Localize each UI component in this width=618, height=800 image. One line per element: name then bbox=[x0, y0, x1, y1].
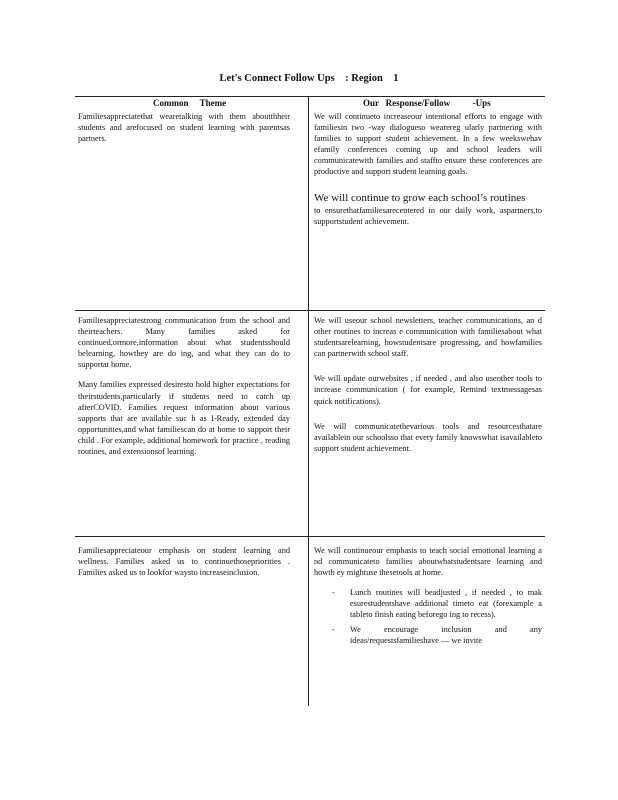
bullet-text: Lunch routines will beadjusted , if needed , to mak esurestudentshave additional timeto eat (forexample a tableto finish eating beforego ing to recess). bbox=[350, 588, 542, 620]
row-2-response-text-3: We will communicatethevarious tools and resourcesthatare availablein our schoolsso that every family knowswhat isavailableto support student achievement. bbox=[314, 421, 542, 453]
row-2-theme-text-2: Many families expressed desiresto hold higher expectations for theirstudents,particularly if students need to catch up afterCOVID. Families request information about various supports that are available suc h as I-Ready, extended day opportunities,and what familiescan do at home to support their child . For example, additional homework for practice , reading routines, and extensionsof learning. bbox=[78, 380, 290, 457]
row-2-theme bbox=[78, 315, 290, 466]
bullet-text: We encourage inclusion and any ideas/requestsfamilieshave — we invite bbox=[350, 624, 542, 645]
row-1-theme bbox=[78, 111, 290, 153]
row-3-response bbox=[314, 545, 542, 649]
row-2-response-text-2: We will update ourwebsites , if needed , and also useother tools to increase communication ( for example, Remind textmessagesas quick notifications). bbox=[314, 374, 542, 406]
header-common-theme: Common Theme bbox=[153, 98, 227, 108]
list-item bbox=[332, 587, 542, 620]
row-2-response bbox=[314, 315, 542, 463]
row-1-response-tail: to ensurethatfamiliesarecentered in our daily work, aspartners,to supportstudent achievement. bbox=[314, 205, 542, 226]
row-3-theme-text: Familiesappreciateour emphasis on student learning and wellness. Families asked us to continuethosepriorities . Families asked us to lookfor waysto increaseinclusion. bbox=[78, 546, 290, 578]
header-our-response: Our Response/Follow -Ups bbox=[363, 98, 491, 108]
page-title: Let's Connect Follow Ups : Region 1 bbox=[219, 73, 399, 84]
table-top-rule bbox=[75, 96, 545, 97]
follow-up-table bbox=[75, 96, 545, 706]
row-3-bullet-list bbox=[314, 587, 542, 645]
row-3-response-text: We will continueour emphasis to teach social emotional learning a nd communicateto families aboutwhatstudentsare learning and howth ey mightuse thesetools at home. bbox=[314, 546, 542, 578]
row-1-response bbox=[314, 111, 542, 236]
row-1-response-text: We will continueto increaseour intentional efforts to engage with familiesin two -way dialogueso wearereg ularly partnering with families to support student achievement. In a few weekswehav efamily conferences coming up and school leaders will communicatewith families and staffto ensure these conferences are productive and support student learning goals. bbox=[314, 112, 542, 177]
list-item bbox=[332, 624, 542, 646]
row-1-response-heading: We will continue to grow each school’s routines bbox=[314, 191, 526, 204]
dash-bullet-icon: - bbox=[332, 588, 335, 598]
row-2-response-text-1: We will useour school newsletters, teacher communications, an d other routines to increas e communication with familiesabout what studentsarelearning, howstudentsare progressing, and howfamilies can partnerwith school staff. bbox=[314, 316, 542, 359]
row-divider-1 bbox=[75, 310, 545, 311]
row-2-theme-text-1: Familiesappreciatestrong communication from the school and theirteachers. Many families asked for continued,ormore,information about what studentsshould belearning, howthey are do ing, and what they can do to supportat home. bbox=[78, 316, 290, 370]
column-divider bbox=[308, 96, 309, 706]
dash-bullet-icon: - bbox=[332, 624, 335, 634]
row-3-theme bbox=[78, 545, 290, 587]
row-divider-2 bbox=[75, 536, 545, 537]
row-1-theme-text: Familiesappreciatethat wearetalking with them aboutthheir students and arefocused on student learning with parentsas partners. bbox=[78, 112, 290, 144]
